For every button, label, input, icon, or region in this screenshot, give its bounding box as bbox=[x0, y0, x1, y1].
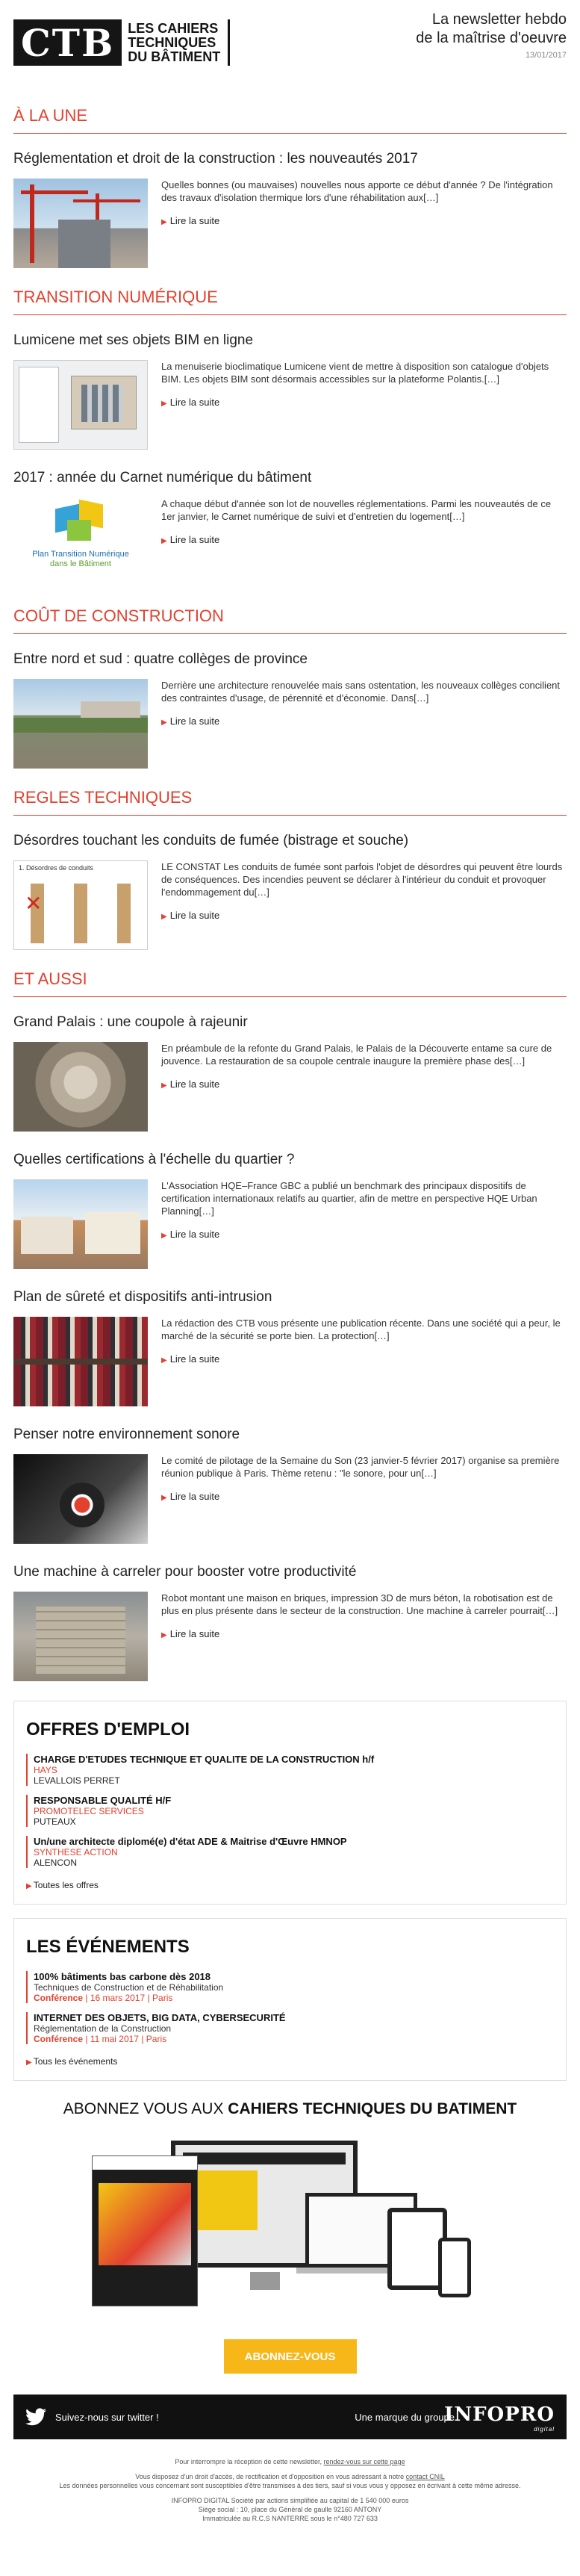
twitter-follow-link[interactable]: Suivez-nous sur twitter ! bbox=[55, 2411, 159, 2423]
article-title[interactable]: 2017 : année du Carnet numérique du bâtiment bbox=[13, 470, 312, 485]
phone-image bbox=[438, 2238, 471, 2297]
triangle-right-icon: ▶ bbox=[161, 400, 167, 408]
article-title[interactable]: Grand Palais : une coupole à rajeunir bbox=[13, 1014, 248, 1030]
event-title[interactable]: INTERNET DES OBJETS, BIG DATA, CYBERSECURITÉ bbox=[34, 2012, 286, 2023]
article-summary: A chaque début d'année son lot de nouvelles réglementations. Parmi les nouveautés de ce 1er janvier, le Carnet numérique de suivi et d'entretien du logement[…] bbox=[161, 498, 552, 522]
event-type: Conférence bbox=[34, 1993, 84, 2003]
all-events-link[interactable] bbox=[26, 2056, 554, 2067]
article-summary: En préambule de la refonte du Grand Palais, le Palais de la Découverte entame sa cure de jouvence. La restauration de sa coupole centrale inaugure la première phase des[…] bbox=[161, 1043, 552, 1067]
read-more-label: Lire la suite bbox=[169, 910, 220, 921]
article-thumbnail[interactable] bbox=[13, 1317, 148, 1406]
triangle-right-icon: ▶ bbox=[161, 537, 167, 545]
read-more-link[interactable] bbox=[161, 1353, 567, 1367]
read-more-link[interactable] bbox=[161, 533, 567, 547]
article-thumbnail[interactable] bbox=[13, 179, 148, 268]
job-company: PROMOTELEC SERVICES bbox=[34, 1806, 144, 1816]
job-offer[interactable] bbox=[26, 1754, 554, 1786]
article-thumbnail[interactable] bbox=[13, 860, 148, 950]
job-company: HAYS bbox=[34, 1765, 57, 1775]
event-meta: Conférence | 11 mai 2017 | Paris bbox=[34, 2034, 167, 2044]
magazine-image bbox=[92, 2156, 198, 2306]
event-item[interactable] bbox=[26, 2012, 554, 2044]
article bbox=[13, 1426, 567, 1544]
newsletter-tagline: La newsletter hebdo de la maîtrise d'oeuvre bbox=[416, 11, 567, 46]
job-city: LEVALLOIS PERRET bbox=[34, 1775, 120, 1786]
thumbnail-label: 1. Désordres de conduits bbox=[19, 864, 94, 872]
devices-illustration[interactable] bbox=[81, 2133, 499, 2320]
article-summary: L'Association HQE–France GBC a publié un benchmark des principaux dispositifs de certification internationaux relatifs au quartier, afin de mettre en perspective HQE Urban Planning[…] bbox=[161, 1180, 537, 1217]
article-summary: La rédaction des CTB vous présente une publication récente. Dans une société qui a peur, le marché de la sécurité se porte bien. La protection[…] bbox=[161, 1318, 561, 1341]
subscribe-button[interactable]: ABONNEZ-VOUS bbox=[224, 2339, 357, 2374]
unsubscribe-link[interactable]: rendez-vous sur cette page bbox=[323, 2458, 405, 2465]
triangle-right-icon: ▶ bbox=[161, 1232, 167, 1240]
job-title[interactable]: CHARGE D'ETUDES TECHNIQUE ET QUALITE DE LA CONSTRUCTION h/f bbox=[34, 1754, 375, 1765]
unsubscribe-notice bbox=[13, 2457, 567, 2466]
article-thumbnail[interactable] bbox=[13, 1454, 148, 1544]
article-text-block bbox=[161, 860, 567, 950]
triangle-right-icon: ▶ bbox=[26, 1882, 32, 1890]
triangle-right-icon: ▶ bbox=[161, 1631, 167, 1639]
read-more-label: Lire la suite bbox=[169, 215, 220, 226]
triangle-right-icon: ▶ bbox=[161, 913, 167, 921]
read-more-label: Lire la suite bbox=[169, 1353, 220, 1365]
article bbox=[13, 332, 567, 450]
article-summary: La menuiserie bioclimatique Lumicene vient de mettre à disposition son catalogue d'objets BIM. Les objets BIM sont désormais accessibles sur la plateforme Polantis.[…] bbox=[161, 361, 549, 385]
article-text-block bbox=[161, 497, 567, 587]
article-text-block bbox=[161, 360, 567, 450]
event-subtitle: Réglementation de la Construction bbox=[34, 2023, 172, 2034]
header-info bbox=[416, 10, 567, 60]
header bbox=[13, 0, 567, 90]
event-meta: Conférence | 16 mars 2017 | Paris bbox=[34, 1993, 173, 2003]
article bbox=[13, 150, 567, 268]
thumbnail-caption bbox=[13, 550, 148, 569]
infopro-logo[interactable] bbox=[444, 2403, 555, 2433]
infopro-logo-text: INFOPRO bbox=[444, 2403, 555, 2426]
article bbox=[13, 1014, 567, 1132]
article-summary: Robot montant une maison en briques, impression 3D de murs béton, la robotisation est de plus en plus présente dans le secteur de la construction. Une machine à carreler pourrait[…] bbox=[161, 1592, 558, 1616]
ctb-logo[interactable] bbox=[13, 19, 282, 66]
article-summary: LE CONSTAT Les conduits de fumée sont parfois l'objet de désordres qui peuvent être lourds de conséquences. Des incendies peuvent se déclarer à l'intérieur du conduit et provoquer l'endommagement du[…] bbox=[161, 861, 563, 898]
article-text-block bbox=[161, 679, 567, 769]
read-more-label: Lire la suite bbox=[169, 534, 220, 545]
cnil-text: Vous disposez d'un droit d'accès, de rectification et d'opposition en vous adressant à notre bbox=[135, 2473, 406, 2480]
event-type: Conférence bbox=[34, 2034, 84, 2044]
article-summary: Quelles bonnes (ou mauvaises) nouvelles nous apporte ce début d'année ? De l'intégration des travaux d'isolation thermique lors d'une réhabilitation aux[…] bbox=[161, 179, 553, 203]
read-more-link[interactable] bbox=[161, 715, 567, 729]
article-thumbnail[interactable] bbox=[13, 1179, 148, 1269]
job-title[interactable]: Un/une architecte diplomé(e) d'état ADE & Maitrise d'Œuvre HMNOP bbox=[34, 1836, 347, 1847]
article bbox=[13, 1563, 567, 1681]
address-line: Siège social : 10, place du Général de gaulle 92160 ANTONY bbox=[198, 2506, 382, 2513]
subscribe-title-prefix: ABONNEZ VOUS AUX bbox=[63, 2100, 228, 2117]
jobs-box bbox=[13, 1701, 567, 1905]
event-place: Paris bbox=[152, 1993, 173, 2003]
all-jobs-label: Toutes les offres bbox=[33, 1880, 99, 1890]
footer-bar bbox=[13, 2395, 567, 2439]
section-title-regles: REGLES TECHNIQUES bbox=[13, 788, 567, 816]
cnil-contact-link[interactable]: contact CNIL bbox=[405, 2473, 445, 2480]
article bbox=[13, 651, 567, 769]
company-address bbox=[13, 2496, 567, 2523]
logo-text bbox=[128, 19, 230, 66]
logo-line: LES CAHIERS bbox=[128, 20, 219, 36]
data-sharing-text: Les données personnelles vous concernant sont susceptibles d'être transmises à des tiers, sauf si vous vous y opposez en écrivant à cette même adresse. bbox=[59, 2482, 521, 2489]
article bbox=[13, 1288, 567, 1406]
article-title[interactable]: Plan de sûreté et dispositifs anti-intrusion bbox=[13, 1289, 272, 1305]
cnil-notice bbox=[13, 2472, 567, 2490]
event-date: 16 mars 2017 bbox=[90, 1993, 146, 2003]
read-more-label: Lire la suite bbox=[169, 397, 220, 408]
logo-mark: CTB bbox=[13, 19, 122, 66]
triangle-right-icon: ▶ bbox=[161, 218, 167, 226]
read-more-link[interactable] bbox=[161, 396, 567, 410]
read-more-label: Lire la suite bbox=[169, 1628, 220, 1639]
article-title[interactable]: Réglementation et droit de la construction : les nouveautés 2017 bbox=[13, 151, 418, 167]
triangle-right-icon: ▶ bbox=[161, 1081, 167, 1090]
section-title-aussi: ET AUSSI bbox=[13, 969, 567, 997]
plan-caption-line: Plan Transition Numérique bbox=[32, 550, 129, 559]
article-title[interactable]: Lumicene met ses objets BIM en ligne bbox=[13, 332, 254, 348]
event-place: Paris bbox=[146, 2034, 167, 2044]
address-line: Immatriculée au R.C.S NANTERRE sous le n°480 727 633 bbox=[202, 2515, 378, 2522]
newsletter bbox=[13, 0, 567, 2523]
subscribe-title-bold: CAHIERS TECHNIQUES DU BATIMENT bbox=[228, 2100, 517, 2117]
all-events-label: Tous les événements bbox=[33, 2056, 118, 2067]
article-text-block bbox=[161, 1454, 567, 1544]
twitter-icon[interactable] bbox=[25, 2408, 46, 2426]
triangle-right-icon: ▶ bbox=[161, 719, 167, 727]
read-more-label: Lire la suite bbox=[169, 716, 220, 727]
article-thumbnail[interactable] bbox=[13, 679, 148, 769]
read-more-label: Lire la suite bbox=[169, 1078, 220, 1090]
triangle-right-icon: ▶ bbox=[161, 1356, 167, 1365]
address-line: INFOPRO DIGITAL Société par actions simplifiée au capital de 1 540 000 euros bbox=[171, 2497, 409, 2504]
event-subtitle: Techniques de Construction et de Réhabilitation bbox=[34, 1982, 224, 1993]
article-thumbnail[interactable] bbox=[13, 1042, 148, 1132]
section-title-numerique: TRANSITION NUMÉRIQUE bbox=[13, 288, 567, 315]
subscribe-title bbox=[13, 2100, 567, 2118]
read-more-link[interactable] bbox=[161, 1490, 567, 1504]
article-title[interactable]: Penser notre environnement sonore bbox=[13, 1427, 240, 1442]
unsubscribe-text: Pour interrompre la réception de cette newsletter, bbox=[175, 2458, 324, 2465]
events-box bbox=[13, 1918, 567, 2081]
plan-caption-line: dans le Bâtiment bbox=[50, 559, 111, 568]
job-title[interactable]: RESPONSABLE QUALITÉ H/F bbox=[34, 1795, 172, 1806]
article bbox=[13, 1151, 567, 1269]
events-title: LES ÉVÉNEMENTS bbox=[26, 1937, 190, 1957]
job-offer[interactable] bbox=[26, 1836, 554, 1868]
read-more-link[interactable] bbox=[161, 1627, 567, 1642]
event-date: 11 mai 2017 bbox=[90, 2034, 139, 2044]
article-summary: Derrière une architecture renouvelée mais sans ostentation, les nouveaux collèges concilient des contraintes d'usage, de pérennité et d'économie. Dans[…] bbox=[161, 680, 561, 704]
infopro-logo-sub: digital bbox=[534, 2426, 555, 2433]
article-text-block bbox=[161, 179, 567, 268]
all-jobs-link[interactable] bbox=[26, 1880, 554, 1890]
article-thumbnail[interactable] bbox=[13, 497, 148, 587]
job-city: ALENCON bbox=[34, 1857, 78, 1868]
article-title[interactable]: Entre nord et sud : quatre collèges de province bbox=[13, 651, 308, 667]
article-text-block bbox=[161, 1179, 567, 1269]
job-city: PUTEAUX bbox=[34, 1816, 76, 1827]
read-more-link[interactable] bbox=[161, 909, 567, 923]
triangle-right-icon: ▶ bbox=[161, 1494, 167, 1502]
section-title-cout: COÛT DE CONSTRUCTION bbox=[13, 606, 567, 634]
article bbox=[13, 832, 567, 950]
read-more-link[interactable] bbox=[161, 214, 567, 229]
article bbox=[13, 469, 567, 587]
article-thumbnail[interactable] bbox=[13, 1592, 148, 1681]
logo-line: DU BÂTIMENT bbox=[128, 49, 221, 64]
group-label: Une marque du groupe bbox=[355, 2411, 455, 2423]
event-item[interactable] bbox=[26, 1971, 554, 2003]
read-more-link[interactable] bbox=[161, 1228, 567, 1242]
job-offer[interactable] bbox=[26, 1795, 554, 1827]
read-more-link[interactable] bbox=[161, 1078, 567, 1092]
event-title[interactable]: 100% bâtiments bas carbone dès 2018 bbox=[34, 1971, 211, 1982]
jobs-title: OFFRES D'EMPLOI bbox=[26, 1719, 190, 1739]
issue-date: 13/01/2017 bbox=[525, 51, 567, 60]
article-title[interactable]: Désordres touchant les conduits de fumée (bistrage et souche) bbox=[13, 833, 409, 848]
article-text-block bbox=[161, 1042, 567, 1132]
job-company: SYNTHESE ACTION bbox=[34, 1847, 118, 1857]
read-more-label: Lire la suite bbox=[169, 1229, 220, 1240]
article-title[interactable]: Une machine à carreler pour booster votre productivité bbox=[13, 1564, 357, 1580]
cross-icon: ✕ bbox=[25, 892, 43, 915]
read-more-label: Lire la suite bbox=[169, 1491, 220, 1502]
triangle-right-icon: ▶ bbox=[26, 2058, 32, 2067]
section-title-une: À LA UNE bbox=[13, 106, 567, 134]
legal-notice bbox=[13, 2457, 567, 2523]
article-title[interactable]: Quelles certifications à l'échelle du quartier ? bbox=[13, 1152, 295, 1167]
article-text-block bbox=[161, 1317, 567, 1406]
article-summary: Le comité de pilotage de la Semaine du Son (23 janvier-5 février 2017) organise sa première réunion publique à Paris. Thème retenu : "le sonore, pour un[…] bbox=[161, 1455, 560, 1479]
article-thumbnail[interactable] bbox=[13, 360, 148, 450]
logo-line: TECHNIQUES bbox=[128, 34, 216, 50]
article-text-block bbox=[161, 1592, 567, 1681]
